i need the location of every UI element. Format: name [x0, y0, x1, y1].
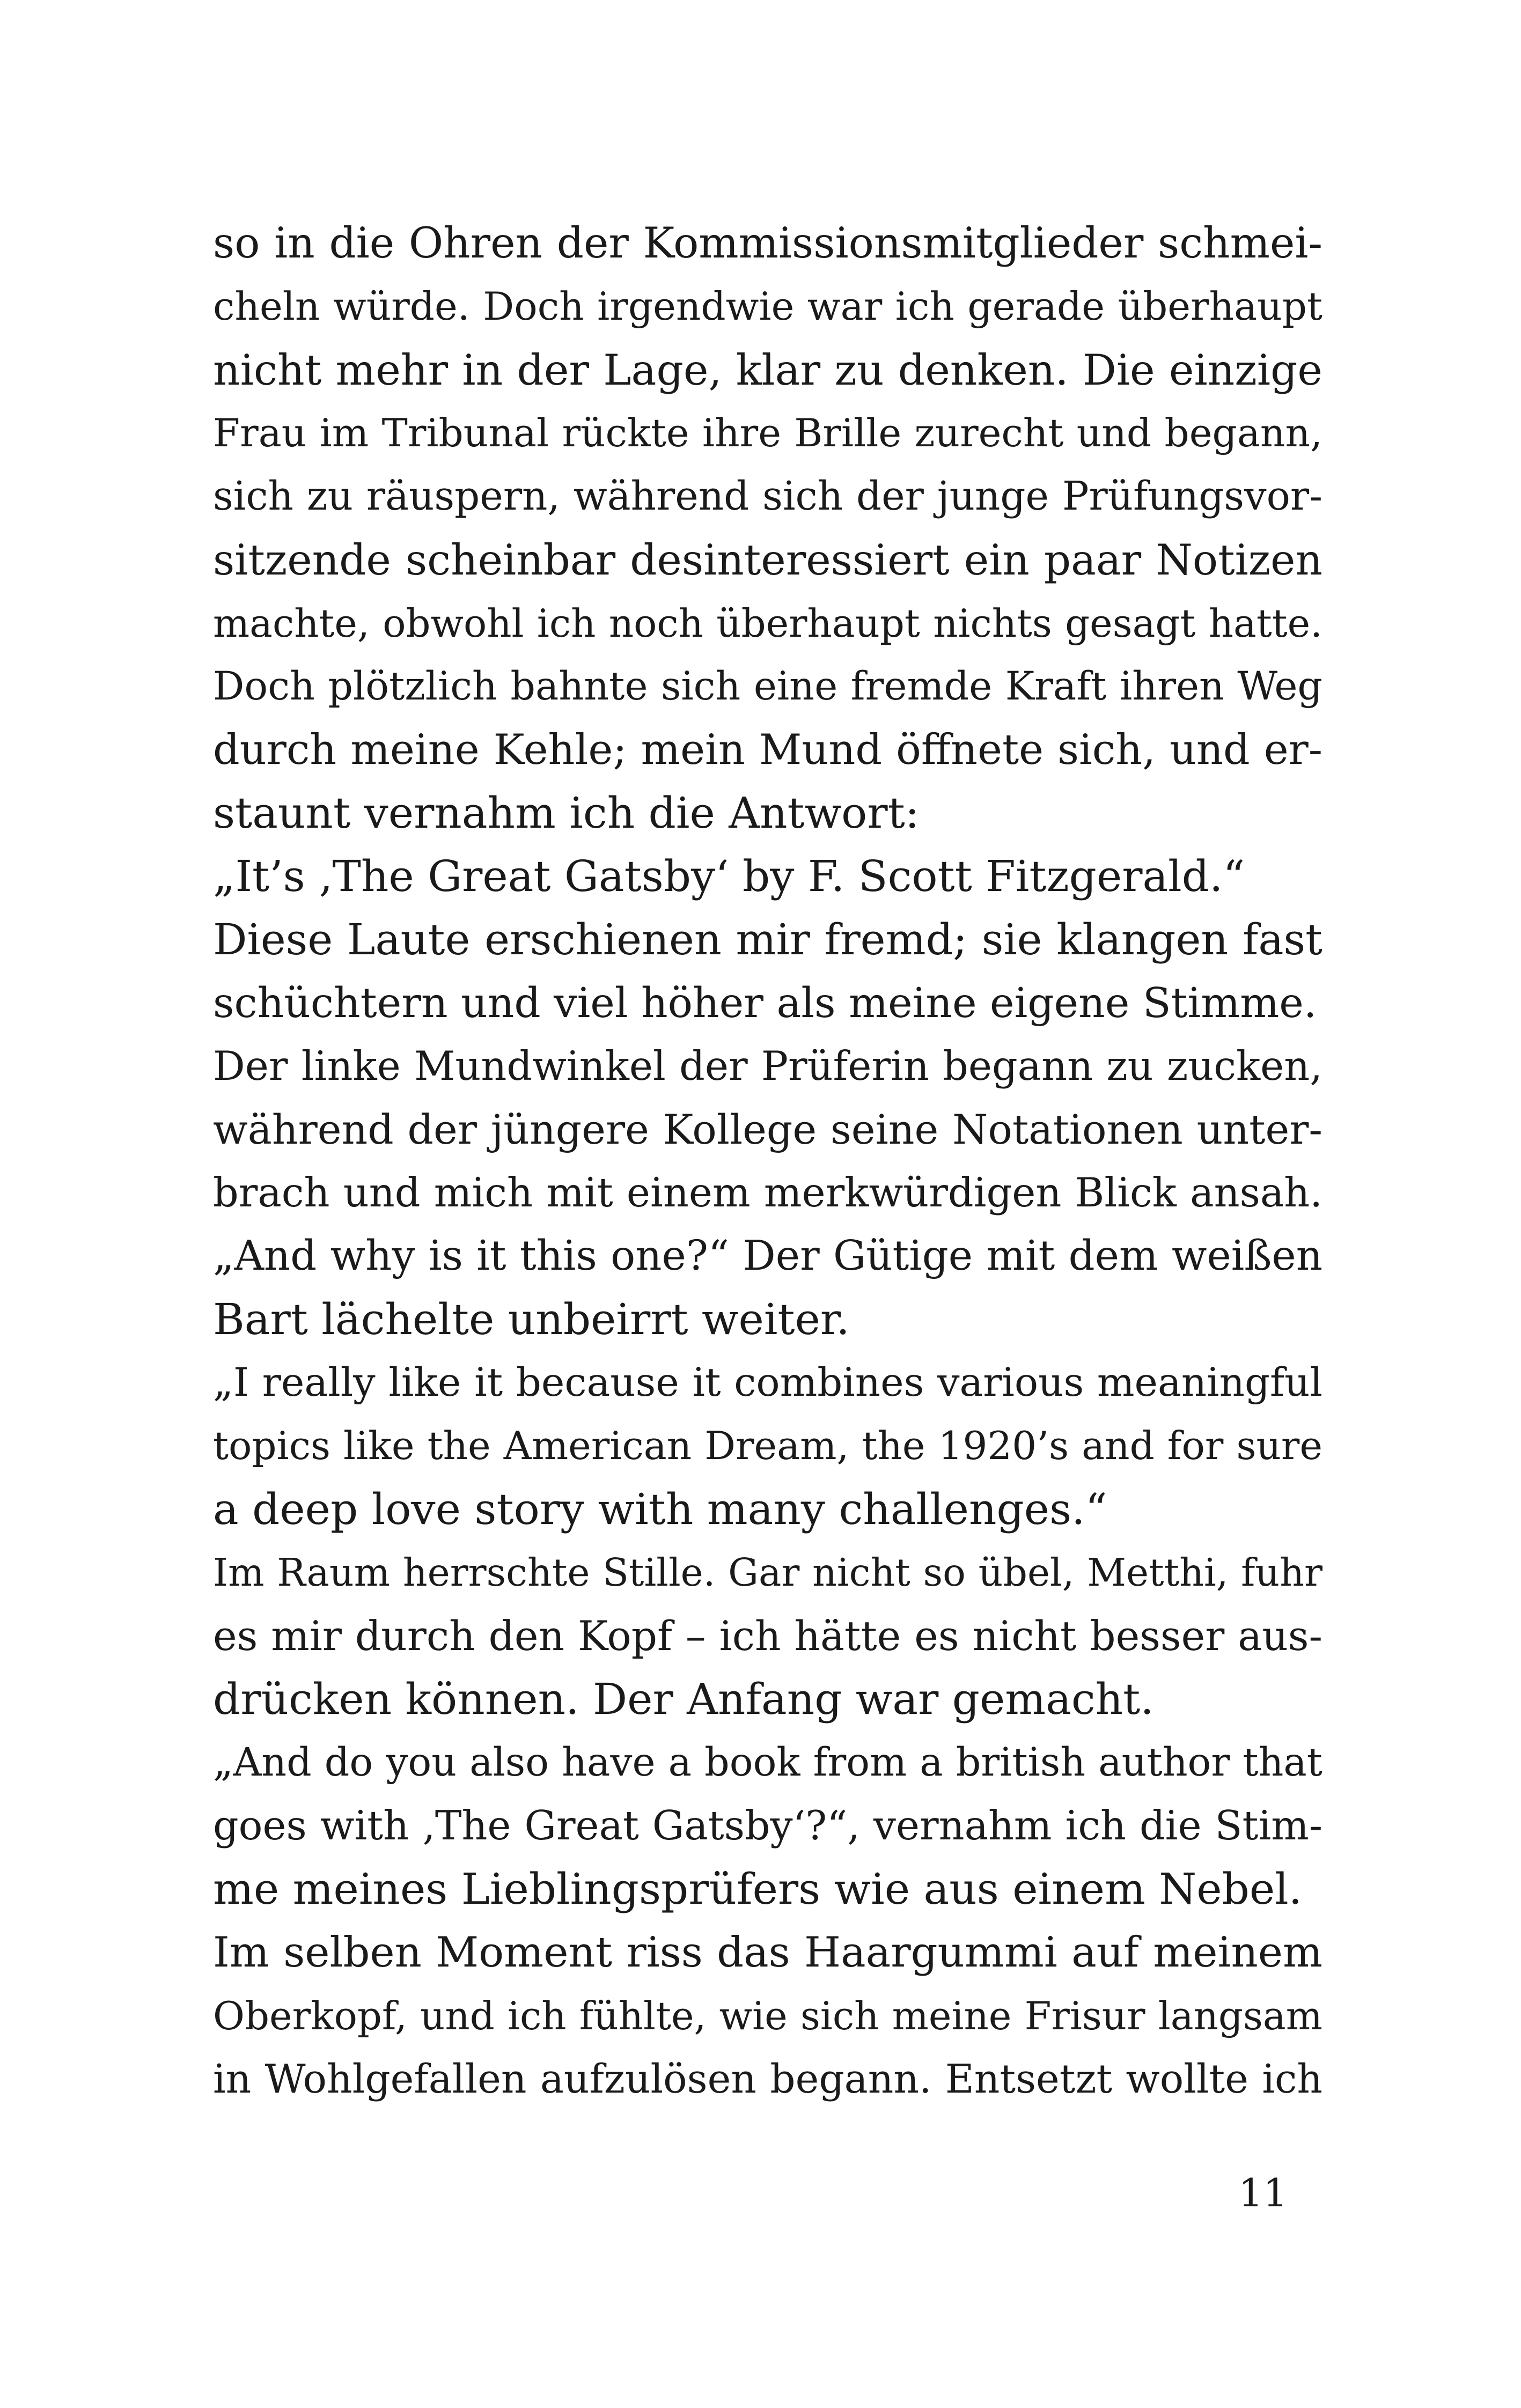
text-line: Diese Laute erschienen mir fremd; sie klangen fast — [213, 915, 1322, 964]
text-line: Frau im Tribunal rückte ihre Brille zurecht und begann, — [213, 411, 1322, 456]
text-line: drücken können. Der Anfang war gemacht. — [213, 1674, 1154, 1724]
text-line: durch meine Kehle; mein Mund öffnete sich, und er- — [213, 726, 1322, 774]
text-line: me meines Lieblingsprüfers wie aus einem Nebel. — [213, 1864, 1303, 1914]
text-line: goes with ‚The Great Gatsby‘?“, vernahm ich die Stim- — [213, 1802, 1322, 1849]
text-line: Im selben Moment riss das Haargummi auf meinem — [213, 1928, 1322, 1977]
text-line: a deep love story with many challenges.“ — [213, 1484, 1107, 1534]
text-line: cheln würde. Doch irgendwie war ich gerade überhaupt — [213, 284, 1322, 329]
text-line: „And why is it this one?“ Der Gütige mit dem weißen — [213, 1232, 1322, 1280]
text-line: in Wohlgefallen aufzulösen begann. Entsetzt wollte ich — [213, 2056, 1322, 2102]
text-line: sitzende scheinbar desinteressiert ein paar Notizen — [213, 535, 1322, 585]
text-line: staunt vernahm ich die Antwort: — [213, 788, 920, 838]
text-line: topics like the American Dream, the 1920’s and for sure — [213, 1424, 1322, 1469]
text-line: „And do you also have a book from a british author that — [213, 1740, 1322, 1785]
text-line: Im Raum herrschte Stille. Gar nicht so übel, Metthi, fuhr — [213, 1550, 1322, 1595]
text-line: so in die Ohren der Kommissionsmitglieder schmei- — [213, 219, 1322, 268]
body-text — [213, 212, 1322, 2111]
text-line: brach und mich mit einem merkwürdigen Blick ansah. — [213, 1169, 1322, 1216]
text-line: machte, obwohl ich noch überhaupt nichts gesagt hatte. — [213, 601, 1322, 646]
page-number: 11 — [1238, 2170, 1288, 2215]
text-line: sich zu räuspern, während sich der junge Prüfungsvor- — [213, 474, 1322, 519]
text-line: es mir durch den Kopf – ich hätte es nicht besser aus- — [213, 1612, 1322, 1660]
text-line: „I really like it because it combines various meaningful — [213, 1360, 1322, 1405]
text-line: Oberkopf, und ich fühlte, wie sich meine Frisur langsam — [213, 1993, 1322, 2038]
text-line: Der linke Mundwinkel der Prüferin begann zu zucken, — [213, 1043, 1322, 1089]
text-line: Doch plötzlich bahnte sich eine fremde Kraft ihren Weg — [213, 664, 1322, 709]
text-line: Bart lächelte unbeirrt weiter. — [213, 1294, 850, 1344]
text-line: schüchtern und viel höher als meine eigene Stimme. — [213, 979, 1317, 1027]
text-line: nicht mehr in der Lage, klar zu denken. Die einzige — [213, 345, 1322, 395]
text-line: „It’s ‚The Great Gatsby‘ by F. Scott Fitzgerald.“ — [213, 851, 1245, 901]
text-line: während der jüngere Kollege seine Notationen unter- — [213, 1106, 1322, 1153]
